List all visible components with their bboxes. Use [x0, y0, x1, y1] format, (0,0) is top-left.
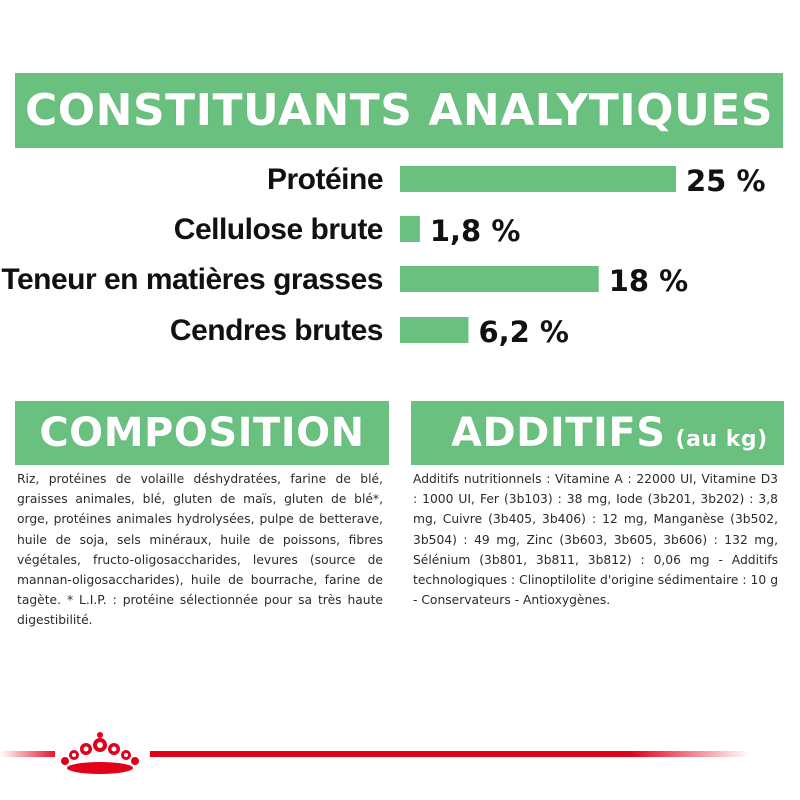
- category-label: Teneur en matières grasses: [1, 263, 383, 296]
- additifs-unit: (au kg): [675, 426, 768, 452]
- additifs-banner: [411, 401, 784, 465]
- constituants-title: CONSTITUANTS ANALYTIQUES: [24, 85, 774, 136]
- value-label: 1,8 %: [429, 214, 521, 248]
- composition-title: COMPOSITION: [39, 410, 365, 456]
- category-label: Cendres brutes: [169, 314, 383, 347]
- bar: [400, 166, 676, 192]
- bar: [400, 317, 468, 343]
- additifs-title: ADDITIFS: [451, 410, 666, 456]
- category-label: Cellulose brute: [173, 213, 383, 246]
- value-label: 6,2 %: [478, 315, 569, 349]
- category-label: Protéine: [266, 163, 383, 196]
- composition-text: Riz, protéines de volaille déshydratées, farine de blé, graisses animales, blé, gluten de maïs, gluten de blé*, orge, protéines animales hydrolysées, pulpe de betterave, huile de soja, sels minéraux, huile de poissons, fibres végétales, fructo-oligosaccharides, levures (source de mannan-oligosaccharides), huile de bourrache, farine de tagète. * L.I.P. : protéine sélectionnée pour sa très haute digestibilité.: [15, 467, 389, 637]
- composition-banner: [15, 401, 389, 465]
- footer-line-left: [0, 751, 60, 757]
- bar: [400, 266, 599, 292]
- footer-line: [150, 751, 750, 757]
- analytical-bar-chart: [0, 150, 800, 370]
- constituants-banner: [15, 73, 783, 148]
- crown-logo-icon: [55, 728, 145, 778]
- value-label: 18 %: [608, 264, 689, 298]
- bar: [400, 216, 420, 242]
- footer-brand-strip: [0, 720, 800, 780]
- additifs-text: Additifs nutritionnels : Vitamine A : 22000 UI, Vitamine D3 : 1000 UI, Fer (3b103) : 38 mg, Iode (3b201, 3b202) : 3,8 mg, Cuivre (3b405, 3b406) : 12 mg, Manganèse (3b502, 3b504) : 49 mg, Zinc (3b603, 3b605, 3b606) : 132 mg, Sélénium (3b801, 3b811, 3b812) : 0,06 mg - Additifs technologiques : Clinoptilolite d'origine sédimentaire : 10 g - Conservateurs - Antioxygènes.: [411, 467, 784, 637]
- value-label: 25 %: [686, 164, 766, 198]
